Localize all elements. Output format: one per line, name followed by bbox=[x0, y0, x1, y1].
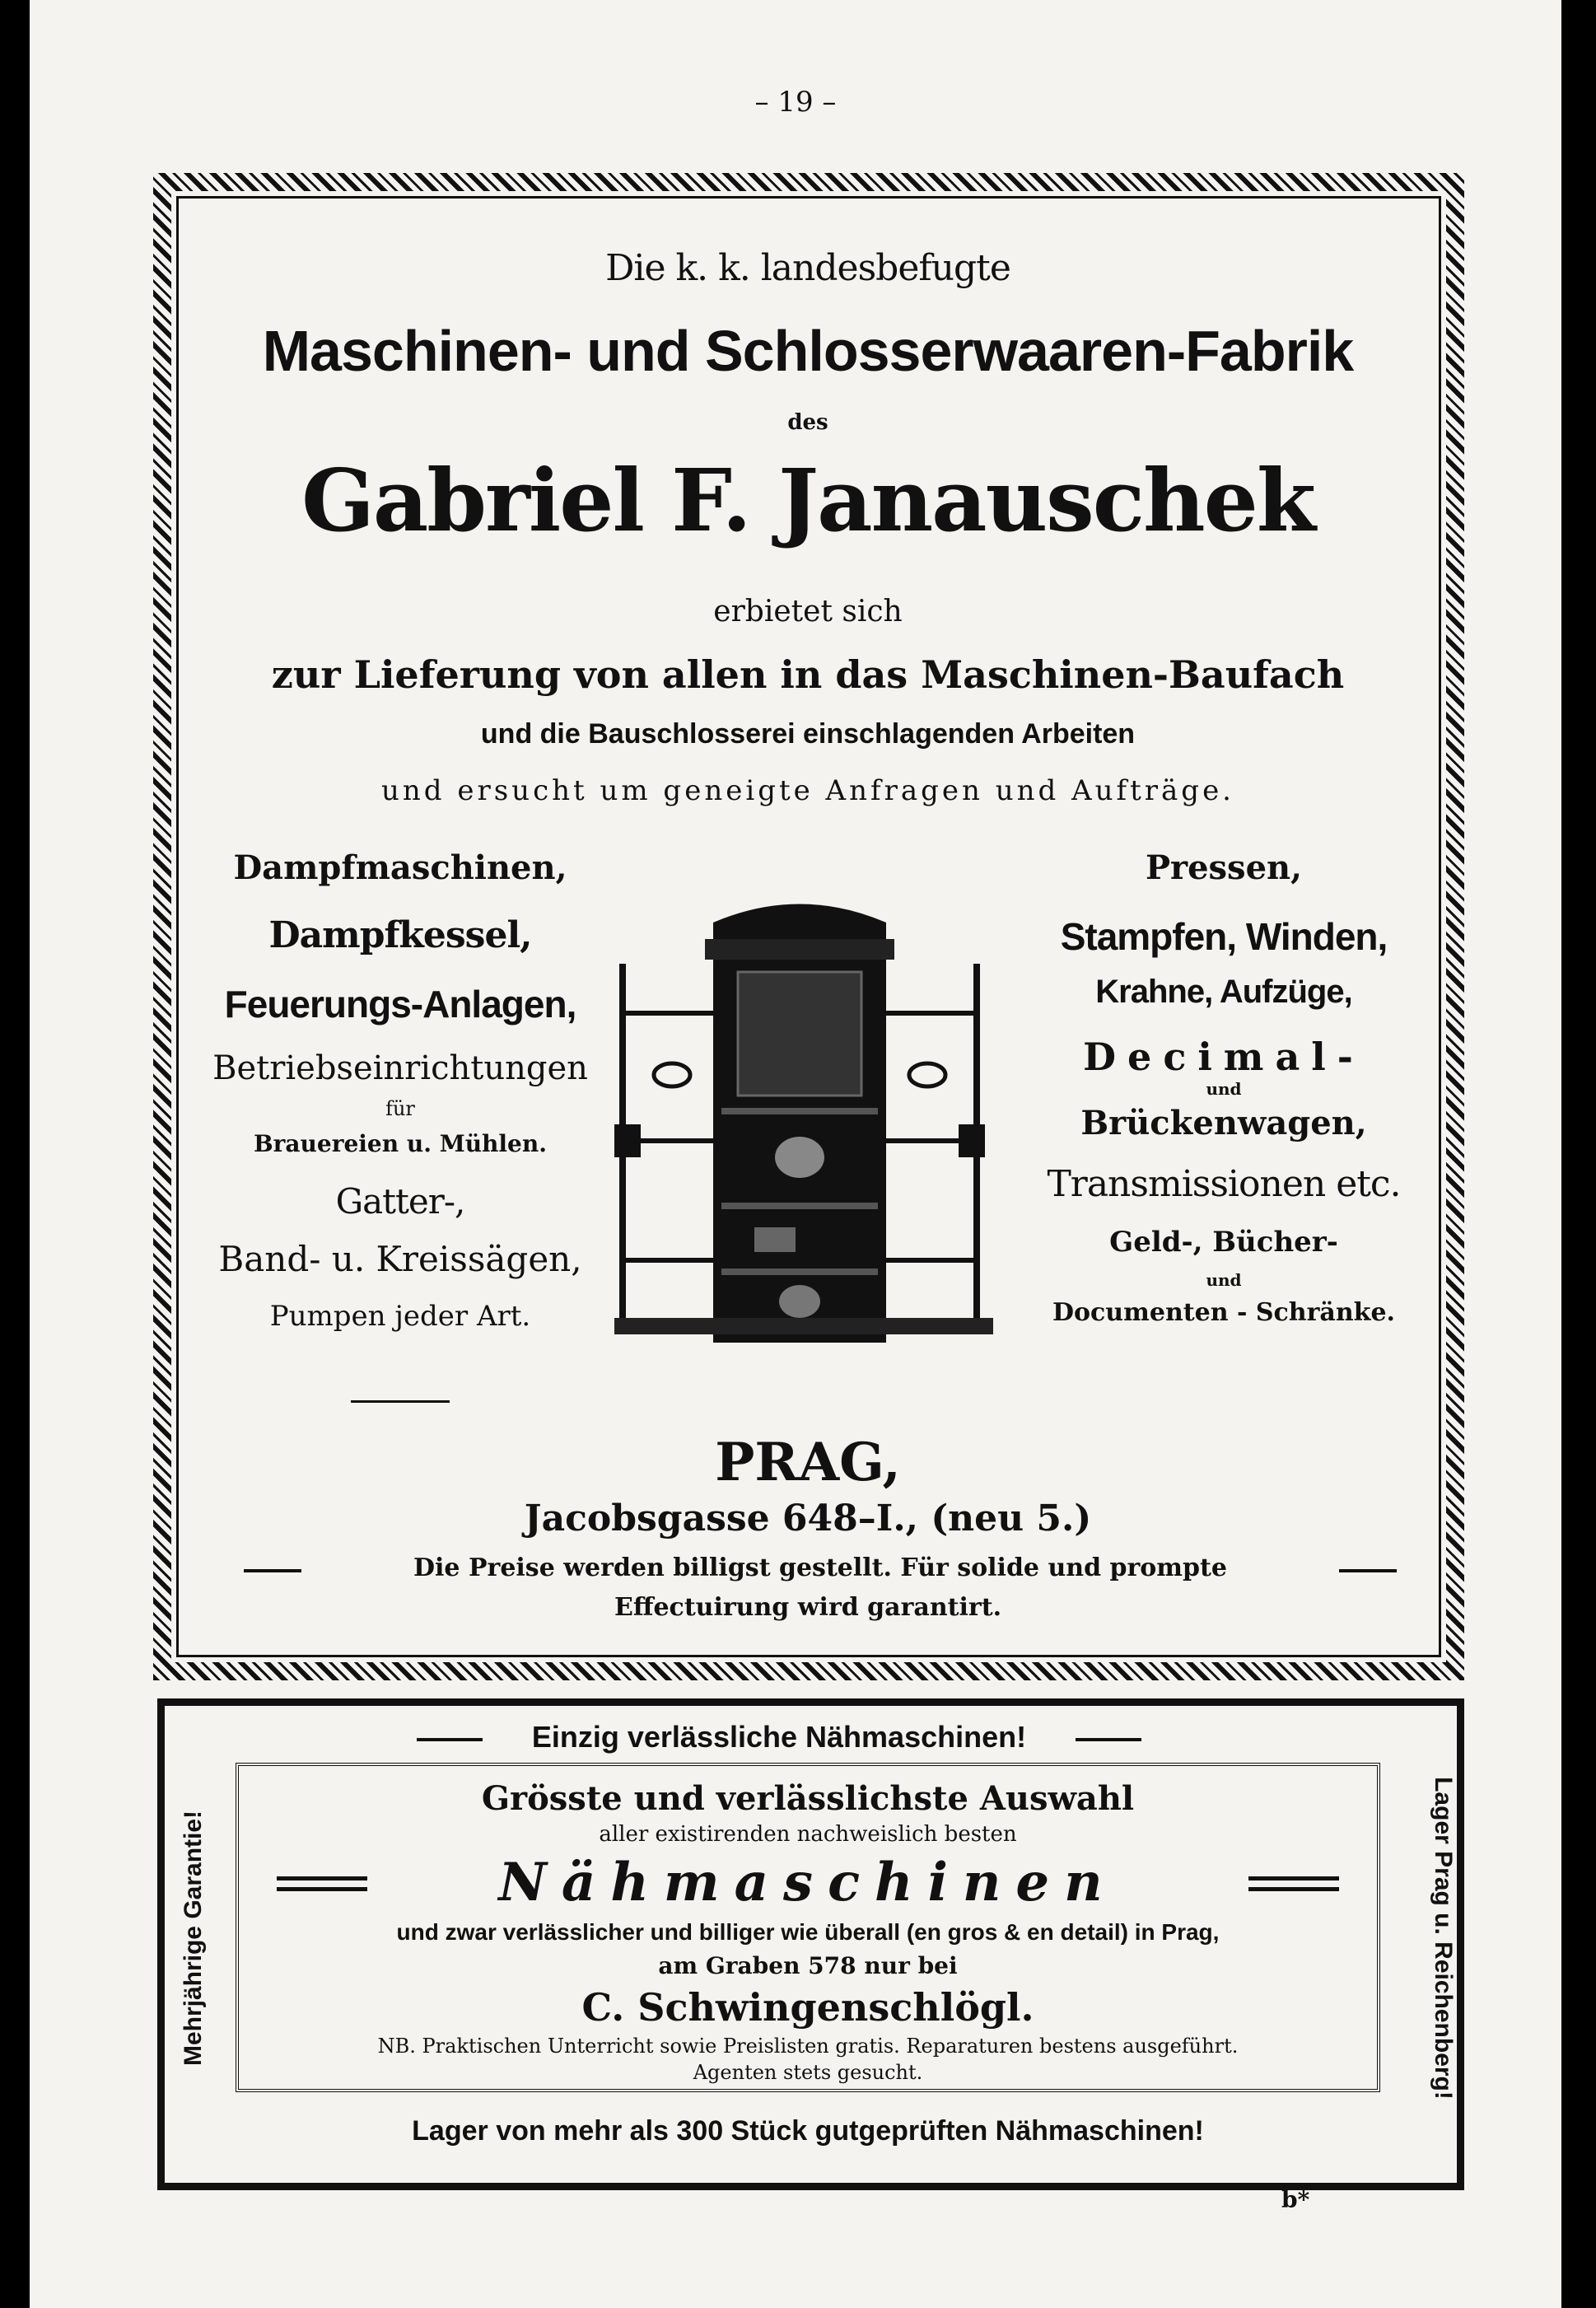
right-item: und bbox=[1206, 1079, 1242, 1099]
ad1-line3: des bbox=[787, 410, 828, 435]
left-item: Betriebseinrichtungen bbox=[212, 1049, 588, 1087]
left-item: Feuerungs-Anlagen, bbox=[224, 983, 576, 1026]
ad1-line7: und ersucht um geneigte Anfragen und Aufträge. bbox=[380, 774, 1234, 807]
page-number: – 19 – bbox=[754, 86, 837, 119]
ad2-top-rule-right bbox=[1076, 1738, 1141, 1741]
ad2-nb1: NB. Praktischen Unterricht sowie Preislisten gratis. Reparaturen bestens ausgeführt. bbox=[377, 2035, 1239, 2058]
right-item: Brückenwagen, bbox=[1080, 1104, 1367, 1142]
left-item: für bbox=[385, 1097, 415, 1120]
left-item: Band- u. Kreissägen, bbox=[218, 1239, 582, 1279]
right-item: Documenten - Schränke. bbox=[1052, 1298, 1395, 1327]
left-item: Dampfmaschinen, bbox=[233, 848, 567, 887]
price-rule-right bbox=[1339, 1569, 1397, 1572]
ad2-right-vertical: Lager Prag u. Reichenberg! bbox=[1430, 1777, 1457, 2100]
ad1-price-line1: Die Preise werden billigst gestellt. Für solide und prompte bbox=[413, 1553, 1227, 1582]
ad1-line6: und die Bauschlosserei einschlagenden Arbeiten bbox=[480, 718, 1136, 750]
ad2-product-rule-left bbox=[277, 1876, 367, 1891]
right-item: Decimal- bbox=[1083, 1035, 1365, 1079]
ad1-price-line2: Effectuirung wird garantirt. bbox=[614, 1593, 1002, 1622]
ad2-bottom-line: Lager von mehr als 300 Stück gutgeprüften Nähmaschinen! bbox=[412, 2115, 1204, 2147]
ad1-right-list bbox=[1010, 848, 1438, 1348]
price-rule-left bbox=[244, 1569, 301, 1572]
ad1-line4: erbietet sich bbox=[713, 595, 903, 628]
ad2-company: C. Schwingenschlögl. bbox=[581, 1985, 1034, 2030]
left-item: Pumpen jeder Art. bbox=[269, 1300, 531, 1333]
ad2-top-line: Einzig verlässliche Nähmaschinen! bbox=[531, 1720, 1027, 1754]
ad1-line5: zur Lieferung von allen in das Maschinen-Baufach bbox=[271, 652, 1345, 697]
right-item: Stampfen, Winden, bbox=[1060, 915, 1388, 958]
ad1-company-name: Gabriel F. Janauschek bbox=[301, 450, 1314, 551]
ad2-product: Nähmaschinen bbox=[498, 1852, 1118, 1913]
ad1-city: PRAG, bbox=[715, 1432, 901, 1493]
ad1-line1: Die k. k. landesbefugte bbox=[605, 247, 1010, 289]
divider-left bbox=[351, 1400, 450, 1403]
ad1-address: Jacobsgasse 648–I., (neu 5.) bbox=[524, 1497, 1092, 1539]
ad2-left-vertical: Mehrjährige Garantie! bbox=[180, 1810, 207, 2067]
right-item: und bbox=[1206, 1270, 1242, 1290]
ad1-left-list bbox=[186, 848, 614, 1349]
ad2-product-rule-right bbox=[1248, 1876, 1339, 1891]
right-item: Transmissionen etc. bbox=[1047, 1163, 1401, 1205]
left-item: Gatter-, bbox=[335, 1181, 465, 1222]
ad2-line1: Grösste und verlässlichste Auswahl bbox=[481, 1779, 1135, 1818]
left-item: Dampfkessel, bbox=[268, 914, 532, 956]
ad1-line2: Maschinen- und Schlosserwaaren-Fabrik bbox=[262, 319, 1354, 383]
right-item: Pressen, bbox=[1145, 848, 1303, 887]
right-item: Geld-, Bücher- bbox=[1109, 1226, 1338, 1259]
ad2-top-rule-left bbox=[417, 1738, 483, 1741]
ad2-line3: und zwar verlässlicher und billiger wie überall (en gros & en detail) in Prag, bbox=[396, 1919, 1220, 1945]
right-item: Krahne, Aufzüge, bbox=[1095, 974, 1352, 1010]
signature-mark: b* bbox=[1281, 2186, 1310, 2213]
ad2-nb2: Agenten stets gesucht. bbox=[693, 2061, 923, 2084]
ad2-line2: aller existirenden nachweislich besten bbox=[599, 1822, 1017, 1847]
ad2-line4: am Graben 578 nur bei bbox=[658, 1952, 958, 1979]
left-item: Brauereien u. Mühlen. bbox=[254, 1130, 547, 1157]
cabinet-illustration bbox=[606, 890, 993, 1351]
page bbox=[30, 0, 1561, 2308]
